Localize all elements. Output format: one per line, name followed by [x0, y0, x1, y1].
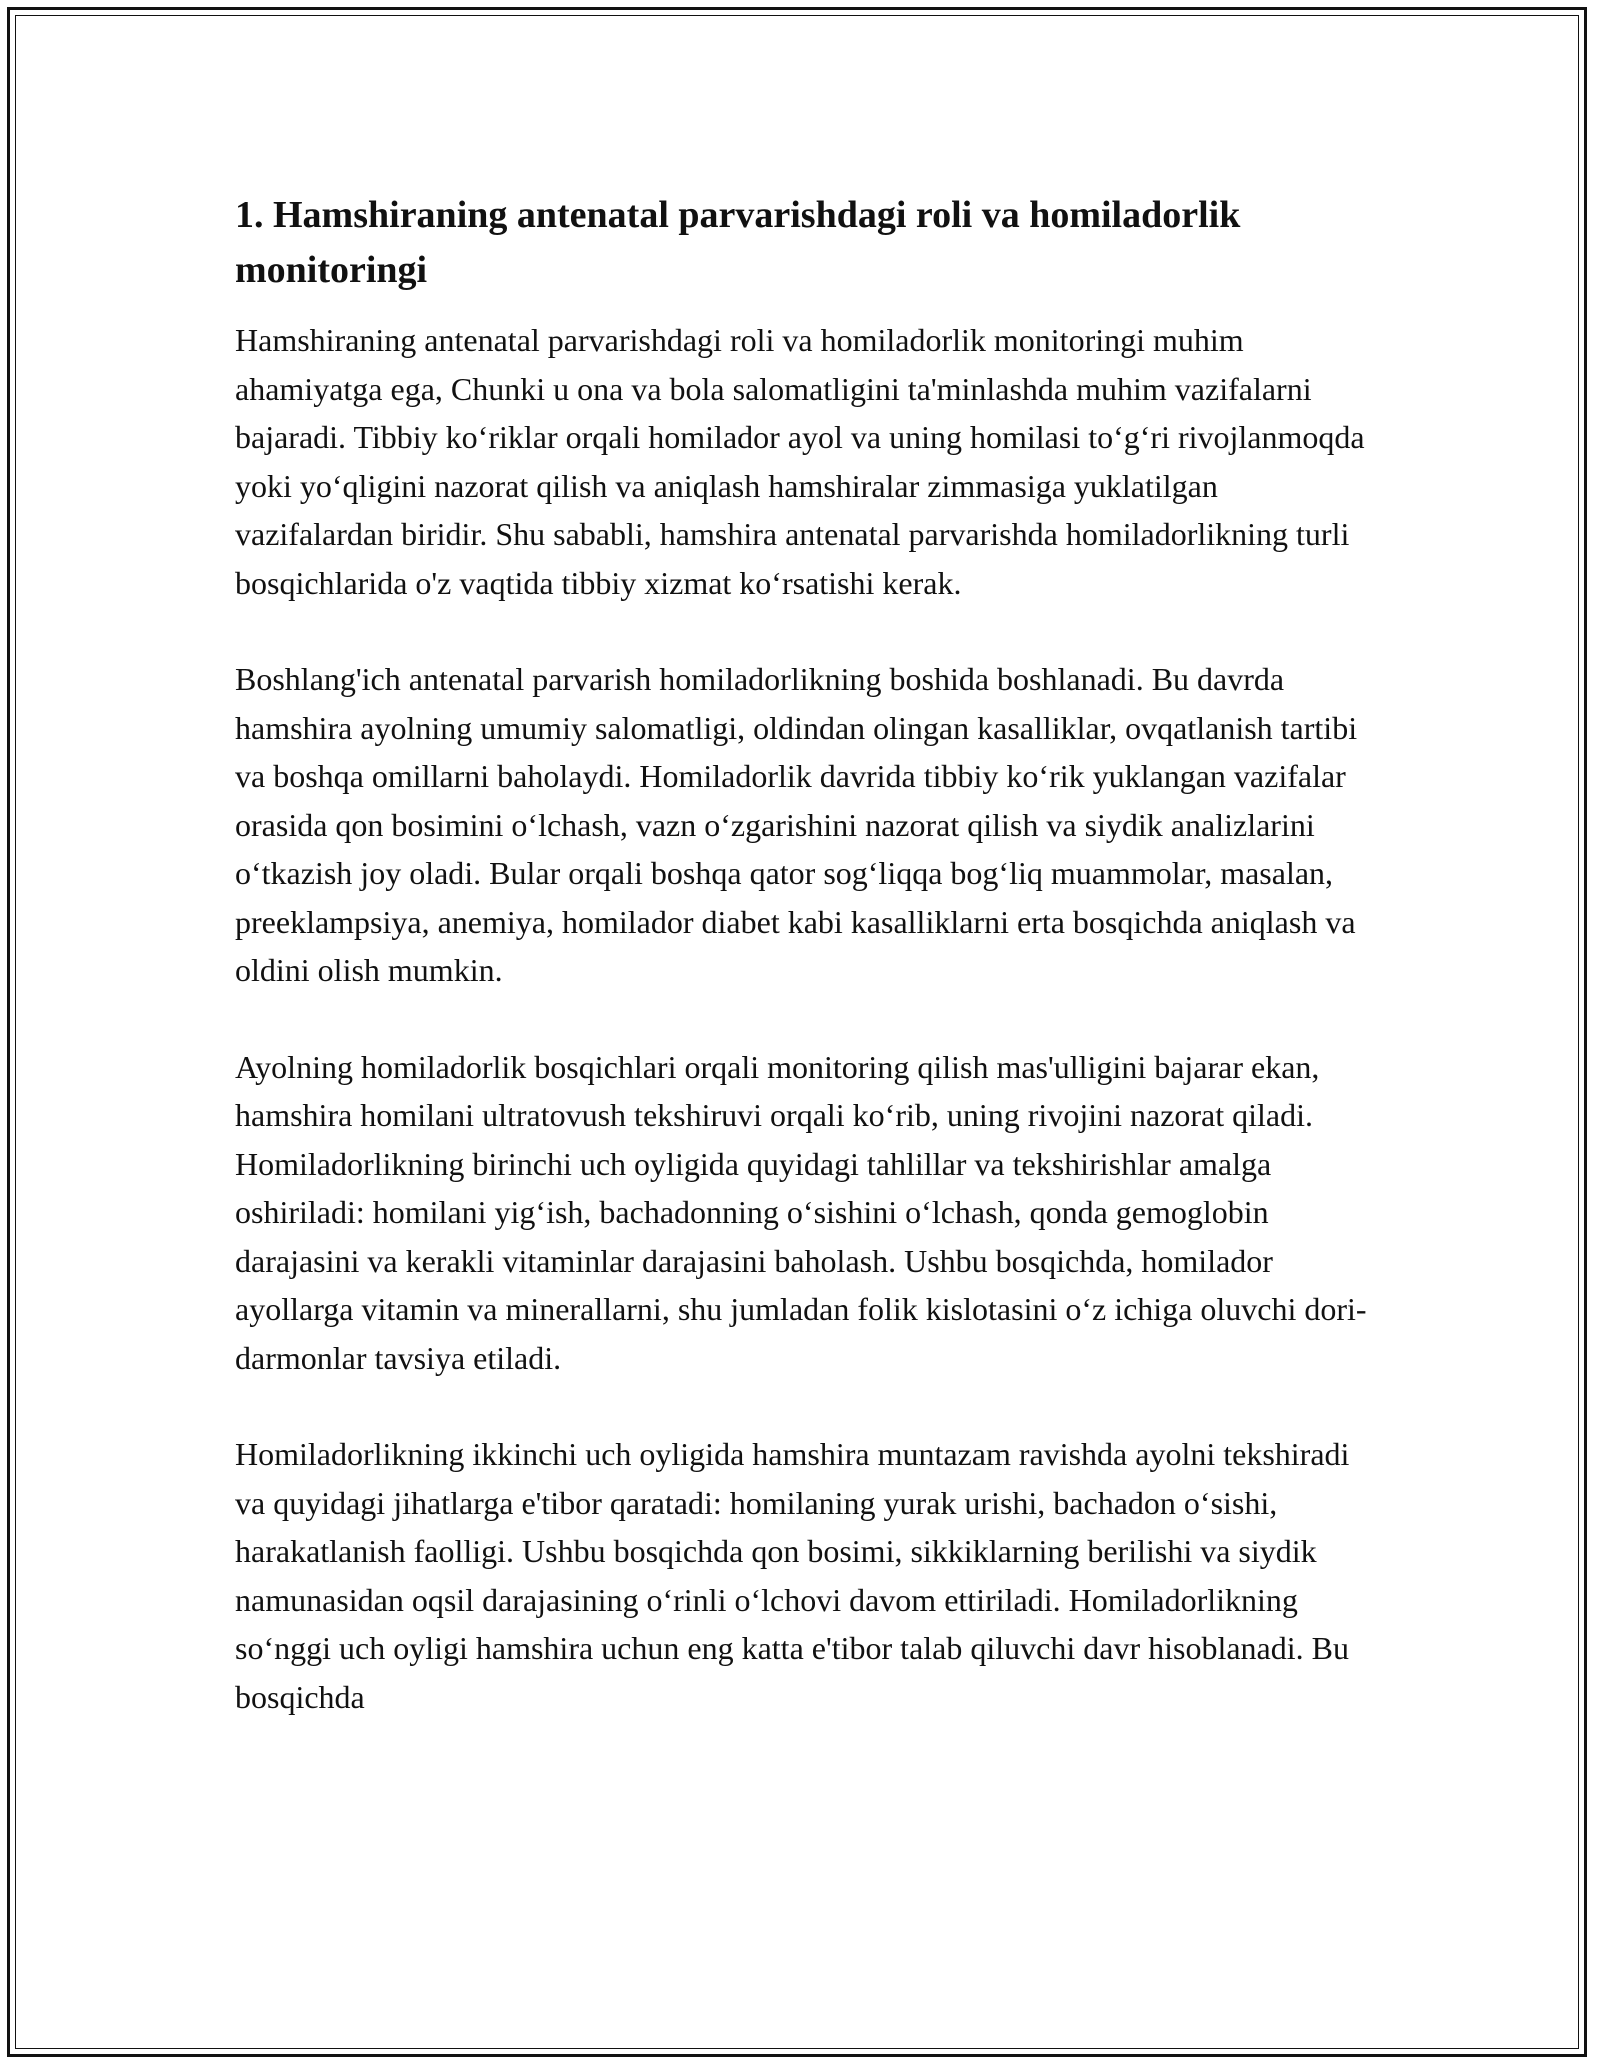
- paragraph-second-trimester: Homiladorlikning ikkinchi uch oyligida hamshira muntazam ravishda ayolni tekshiradi va quyidagi jihatlarga e'tibor qaratadi: homilaning yurak urishi, bachadon o‘sishi, harakatlanish faolligi. Ushbu bosqichda qon bosimi, sikkiklarning berilishi va siydik namunasidan oqsil darajasining o‘rinli o‘lchovi davom ettiriladi. Homiladorlikning so‘nggi uch oyligi hamshira uchun eng katta e'tibor talab qiluvchi davr hisoblanadi. Bu bosqichda: [235, 1436, 1350, 1715]
- paragraph-initial-care: Boshlang'ich antenatal parvarish homiladorlikning boshida boshlanadi. Bu davrda hamshira ayolning umumiy salomatligi, oldindan olingan kasalliklar, ovqatlanish tartibi va boshqa omillarni baholaydi. Homiladorlik davrida tibbiy ko‘rik yuklangan vazifalar orasida qon bosimini o‘lchash, vazn o‘zgarishini nazorat qilish va siydik analizlarini o‘tkazish joy oladi. Bular orqali boshqa qator sog‘liqqa bog‘liq muammolar, masalan, preeklampsiya, anemiya, homilador diabet kabi kasalliklarni erta bosqichda aniqlash va oldini olish mumkin.: [235, 661, 1358, 988]
- paragraph-first-trimester: Ayolning homiladorlik bosqichlari orqali monitoring qilish mas'ulligini bajarar ekan, hamshira homilani ultratovush tekshiruvi orqali ko‘rib, uning rivojini nazorat qiladi. Homiladorlikning birinchi uch oyligida quyidagi tahlillar va tekshirishlar amalga oshiriladi: homilani yig‘ish, bachadonning o‘sishini o‘lchash, qonda gemoglobin darajasini va kerakli vitaminlar darajasini baholash. Ushbu bosqichda, homilador ayollarga vitamin va minerallarni, shu jumladan folik kislotasini o‘z ichiga oluvchi dori-darmonlar tavsiya etiladi.: [235, 1048, 1367, 1376]
- document-body: [235, 188, 1370, 1769]
- paragraph-intro: Hamshiraning antenatal parvarishdagi roli va homiladorlik monitoringi muhim ahamiyatga ega, Chunki u ona va bola salomatligini ta'minlashda muhim vazifalarni bajaradi. Tibbiy ko‘riklar orqali homilador ayol va uning homilasi to‘g‘ri rivojlanmoqda yoki yo‘qligini nazorat qilish va aniqlash hamshiralar zimmasiga yuklatilgan vazifalardan biridir. Shu sababli, hamshira antenatal parvarishda homiladorlikning turli bosqichlarida o'z vaqtida tibbiy xizmat ko‘rsatishi kerak.: [235, 322, 1365, 601]
- section-heading: 1. Hamshiraning antenatal parvarishdagi roli va homiladorlik monitoringi: [235, 194, 1241, 291]
